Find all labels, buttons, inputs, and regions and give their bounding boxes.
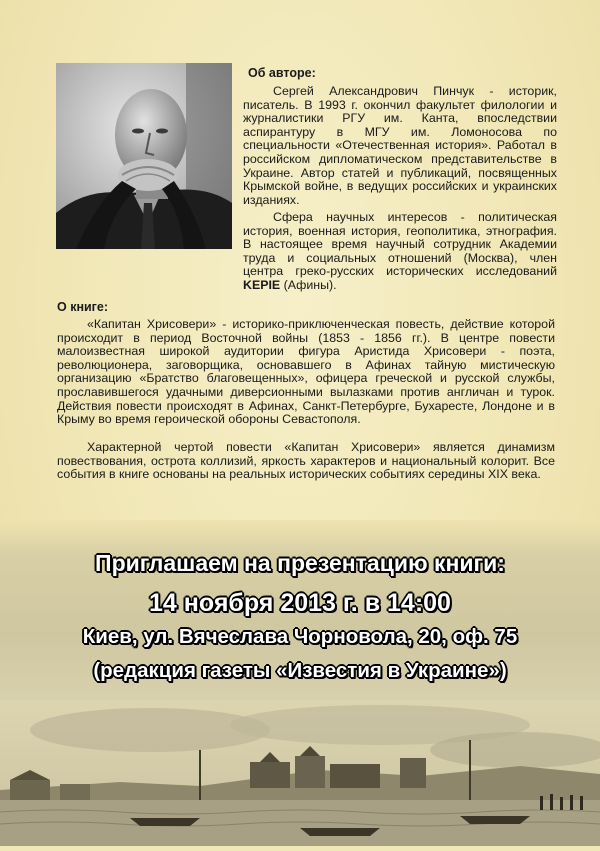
author-paragraph-1: Сергей Александрович Пинчук - историк, писатель. В 1993 г. окончил факультет филологии и журналистики РГУ им. Канта, впоследствии аспирантуру в МГУ им. Ломоносова по специальности «Отечественная история». Работал в российском дипломатическом представительстве в Украине. Автор статей и публикаций, посвященных Крымской войне, в ведущих российских и украинских изданиях.	[243, 84, 557, 207]
invitation-date: 14 ноября 2013 г. в 14:00	[149, 589, 451, 617]
invitation-venue: (редакция газеты «Известия в Украине»)	[93, 659, 507, 682]
author-paragraph-2	[243, 211, 557, 293]
book-paragraph-1: «Капитан Хрисовери» - историко-приключенческая повесть, действие которой происходит в период Восточной войны (1853 - 1856 гг.). В центре повести малоизвестная широкой аудитории фигура Аристида Хрисовери - поэта, революционера, заговорщика, основавшего в Афинах тайную мистическую организацию «Братство благовещенных», офицера греческой и русской службы, прославившегося удачными диверсионными вылазками против англичан и турок. Действия повести происходят в Афинах, Санкт-Петербурге, Бухаресте, Лондоне и в Крыму во время героической обороны Севастополя.	[57, 317, 555, 427]
historical-engraving	[0, 700, 600, 846]
invitation-address: Киев, ул. Вячеслава Чорновола, 20, оф. 75	[82, 625, 518, 648]
book-paragraph-2: Характерной чертой повести «Капитан Хрисовери» является динамизм повествования, острота коллизий, яркость характеров и национальный колорит. Все события в книге основаны на реальных исторических событиях середины XIX века.	[57, 440, 555, 482]
org-name: KEPIE	[243, 277, 281, 292]
org-city: (Афины).	[280, 277, 337, 292]
author-heading: Об авторе:	[248, 66, 316, 80]
author-photo	[56, 63, 232, 249]
author-photo-drawing	[56, 63, 232, 249]
book-heading: О книге:	[57, 300, 109, 314]
invitation-line-1: Приглашаем на презентацию книги:	[95, 550, 505, 576]
engraving-drawing	[0, 700, 600, 846]
author-paragraph-2-text: Сфера научных интересов - политическая история, военная история, геополитика, этнография. В настоящее время научный сотрудник Академии труда и социальных отношений (Москва), член центра греко-русских исторических исследований	[243, 210, 557, 279]
